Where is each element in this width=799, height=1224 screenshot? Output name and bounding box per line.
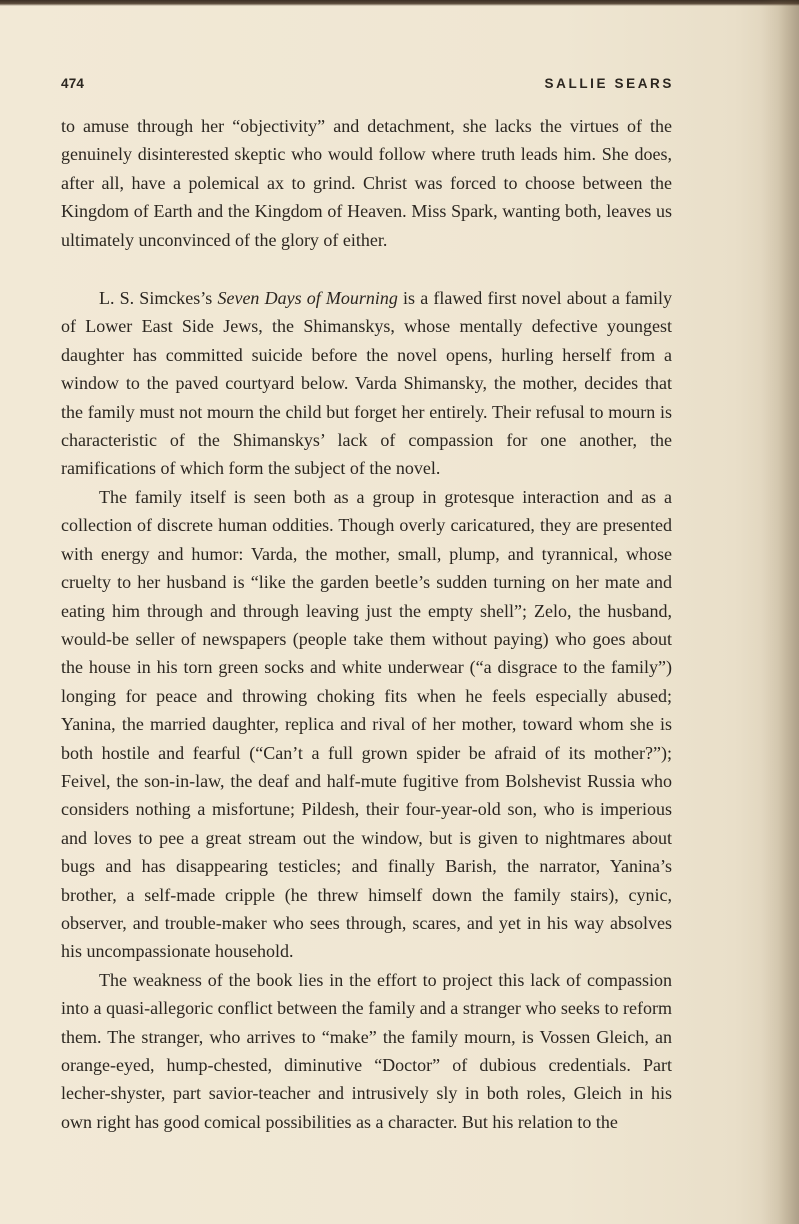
running-head: SALLIE SEARS: [544, 76, 674, 91]
page-number: 474: [61, 76, 85, 91]
book-title: Seven Days of Mourning: [217, 288, 398, 309]
paragraph-3: The family itself is seen both as a group in grotesque interaction and as a collection of discrete human oddities. Though overly caricatured, they are presented with energy and humor: Varda, the mother, small, plump, and tyrannical, whose cruelty to her husband is “like the garden beetle’s sudden turning on her mate and eating him through and through leaving just the empty shell”; Zelo, the husband, would-be seller of newspapers (people take them without paying) who goes about the house in his torn green socks and white underwear (“a disgrace to the family”) longing for peace and throwing choking fits when he feels especially abused; Yanina, the married daughter, replica and rival of her mother, toward whom she is both hostile and fearful (“Can’t a full grown spider be afraid of its mother?”); Feivel, the son-in-law, the deaf and half-mute fugitive from Bolshevist Russia who considers nothing a misfortune; Pildesh, their four-year-old son, who is imperious and loves to pee a great stream out the window, but is given to nightmares about bugs and has disappearing testicles; and finally Barish, the narrator, Yanina’s brother, a self-made cripple (he threw himself down the family stairs), cynic, observer, and trouble-maker who sees through, scares, and yet in his way absolves his uncompassionate household.: [61, 486, 672, 962]
paragraph-4: The weakness of the book lies in the effort to project this lack of compassion into a quasi-allegoric conflict between the family and a stranger who seeks to reform them. The stranger, who arrives to “make” the family mourn, is Vossen Gleich, an orange-eyed, hump-chested, diminutive “Doctor” of dubious credentials. Part lecher-shyster, part savior-teacher and intrusively sly in both roles, Gleich in his own right has good comical possibilities as a character. But his relation to the: [61, 969, 672, 1132]
body-text: [61, 112, 672, 1136]
page-header: [61, 76, 674, 94]
page-top-edge: [0, 0, 799, 6]
paragraph-2: [61, 284, 672, 483]
paragraph-2-lead: L. S. Simckes’s: [99, 288, 218, 309]
paragraph-2-rest: is a flawed first novel about a family of Lower East Side Jews, the Shimanskys, whose mentally defective youngest daughter has committed suicide before the novel opens, hurling herself from a window to the paved courtyard below. Varda Shimansky, the mother, decides that the family must not mourn the child but forget her entirely. Their refusal to mourn is characteristic of the Shimanskys’ lack of compassion for one another, the ramifications of which form the subject of the novel.: [61, 288, 673, 479]
paragraph-1: to amuse through her “objectivity” and detachment, she lacks the virtues of the genuinely disinterested skeptic who would follow where truth leads him. She does, after all, have a polemical ax to grind. Christ was forced to choose between the Kingdom of Earth and the Kingdom of Heaven. Miss Spark, wanting both, leaves us ultimately unconvinced of the glory of either.: [61, 116, 672, 250]
page-gutter-shadow: [761, 0, 799, 1224]
